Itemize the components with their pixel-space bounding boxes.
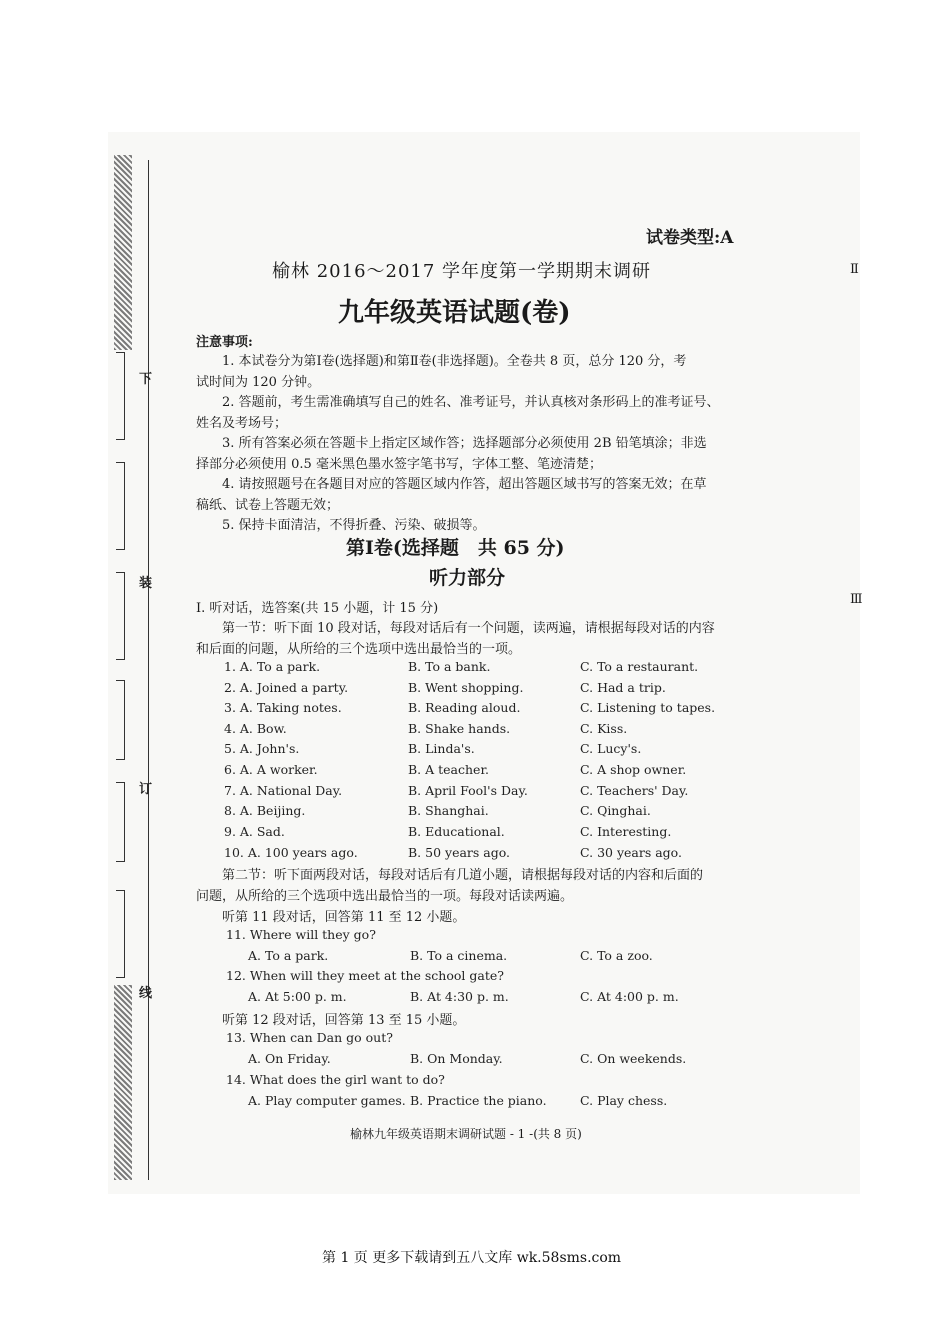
option-c: C. Interesting. [580,824,672,839]
option-b: B. Linda's. [408,741,475,756]
option-c: C. Listening to tapes. [580,700,716,715]
option-a: 6. A. A worker. [224,762,318,777]
option-c: C. Lucy's. [580,741,642,756]
binding-bracket [116,890,125,978]
option-c: C. Play chess. [580,1093,668,1108]
option-b: B. Reading aloud. [408,700,521,715]
option-a: 5. A. John's. [224,741,300,756]
note-line: 5. 保持卡面清洁，不得折叠、污染、破损等。 [222,518,486,533]
option-b: B. To a cinema. [410,948,508,963]
option-b: B. At 4:30 p. m. [410,989,509,1004]
margin-mark-xian: 线 [139,986,153,1001]
binding-bracket [116,462,125,550]
option-c: C. Qinghai. [580,803,651,818]
option-b: B. 50 years ago. [408,845,511,860]
note-line: 2. 答题前，考生需准确填写自己的姓名、准考证号，并认真核对条形码上的准考证号、 [222,395,720,410]
option-b: B. Went shopping. [408,680,524,695]
option-a: A. On Friday. [248,1051,331,1066]
section1-intro: 第一节：听下面 10 段对话，每段对话后有一个问题，读两遍，请根据每段对话的内容 [222,621,715,636]
note-line: 姓名及考场号； [196,416,288,431]
option-a: 9. A. Sad. [224,824,285,839]
note-line: 稿纸、试卷上答题无效； [196,498,340,513]
note-line: 1. 本试卷分为第Ⅰ卷(选择题)和第Ⅱ卷(非选择题)。全卷共 8 页，总分 120 分，考 [222,354,687,369]
binding-line [148,160,149,1180]
option-b: B. Shanghai. [408,803,489,818]
option-a: A. Play computer games. [248,1093,406,1108]
dialog-intro: 听第 12 段对话，回答第 13 至 15 小题。 [222,1013,466,1028]
option-a: A. To a park. [248,948,329,963]
paper-type-label: 试卷类型:A [646,228,734,248]
option-b: B. Educational. [408,824,505,839]
section-title: 第Ⅰ卷(选择题 共 65 分) [346,537,565,559]
part-heading: Ⅰ. 听对话，选答案(共 15 小题，计 15 分) [196,601,439,616]
option-c: C. 30 years ago. [580,845,682,860]
question-stem: 12. When will they meet at the school gate? [226,968,504,983]
option-a: 10. A. 100 years ago. [224,845,358,860]
question-stem: 13. When can Dan go out? [226,1030,393,1045]
question-stem: 11. Where will they go? [226,927,376,942]
side-mark: Ⅲ [850,592,863,607]
section2-intro: 问题，从所给的三个选项中选出最恰当的一项。每段对话读两遍。 [196,889,574,904]
decorative-border-top [114,155,132,350]
option-a: 7. A. National Day. [224,783,343,798]
option-a: 2. A. Joined a party. [224,680,349,695]
download-note: 第 1 页 更多下载请到五八文库 wk.58sms.com [322,1250,622,1266]
option-a: A. At 5:00 p. m. [248,989,347,1004]
page-footer: 榆林九年级英语期末调研试题 - 1 -(共 8 页) [350,1127,582,1141]
option-b: B. A teacher. [408,762,490,777]
notes-heading: 注意事项: [196,335,253,350]
option-c: C. A shop owner. [580,762,687,777]
margin-mark-zhuang: 装 [139,576,153,591]
section-subtitle: 听力部分 [429,567,506,589]
binding-bracket [116,352,125,440]
section2-intro: 第二节：听下面两段对话，每段对话后有几道小题，请根据每段对话的内容和后面的 [222,868,704,883]
option-a: 8. A. Beijing. [224,803,306,818]
option-c: C. To a restaurant. [580,659,699,674]
option-a: 3. A. Taking notes. [224,700,342,715]
option-c: C. To a zoo. [580,948,653,963]
option-a: 4. A. Bow. [224,721,287,736]
note-line: 择部分必须使用 0.5 毫米黑色墨水签字笔书写，字体工整、笔迹清楚； [196,457,602,472]
note-line: 4. 请按照题号在各题目对应的答题区域内作答，超出答题区域书写的答案无效；在草 [222,477,707,492]
option-b: B. On Monday. [410,1051,503,1066]
binding-bracket [116,782,125,862]
dialog-intro: 听第 11 段对话，回答第 11 至 12 小题。 [222,910,466,925]
option-c: C. At 4:00 p. m. [580,989,679,1004]
option-b: B. Practice the piano. [410,1093,547,1108]
page-title: 九年级英语试题(卷) [338,298,571,328]
margin-mark-ding: 订 [139,782,153,797]
binding-bracket [116,680,125,760]
question-stem: 14. What does the girl want to do? [226,1072,445,1087]
side-mark: Ⅱ [850,262,859,277]
option-b: B. Shake hands. [408,721,511,736]
exam-subtitle: 榆林 2016～2017 学年度第一学期期末调研 [272,261,652,282]
note-line: 3. 所有答案必须在答题卡上指定区域作答；选择题部分必须使用 2B 铅笔填涂；非选 [222,436,707,451]
binding-bracket [116,572,125,660]
decorative-border-bottom [114,985,132,1180]
option-a: 1. A. To a park. [224,659,321,674]
option-c: C. Teachers' Day. [580,783,689,798]
note-line: 试时间为 120 分钟。 [196,375,321,390]
option-c: C. On weekends. [580,1051,687,1066]
option-b: B. April Fool's Day. [408,783,528,798]
option-c: C. Had a trip. [580,680,666,695]
margin-mark-xia: 下 [139,372,153,387]
section1-intro: 和后面的问题，从所给的三个选项中选出最恰当的一项。 [196,642,522,657]
option-b: B. To a bank. [408,659,491,674]
option-c: C. Kiss. [580,721,628,736]
